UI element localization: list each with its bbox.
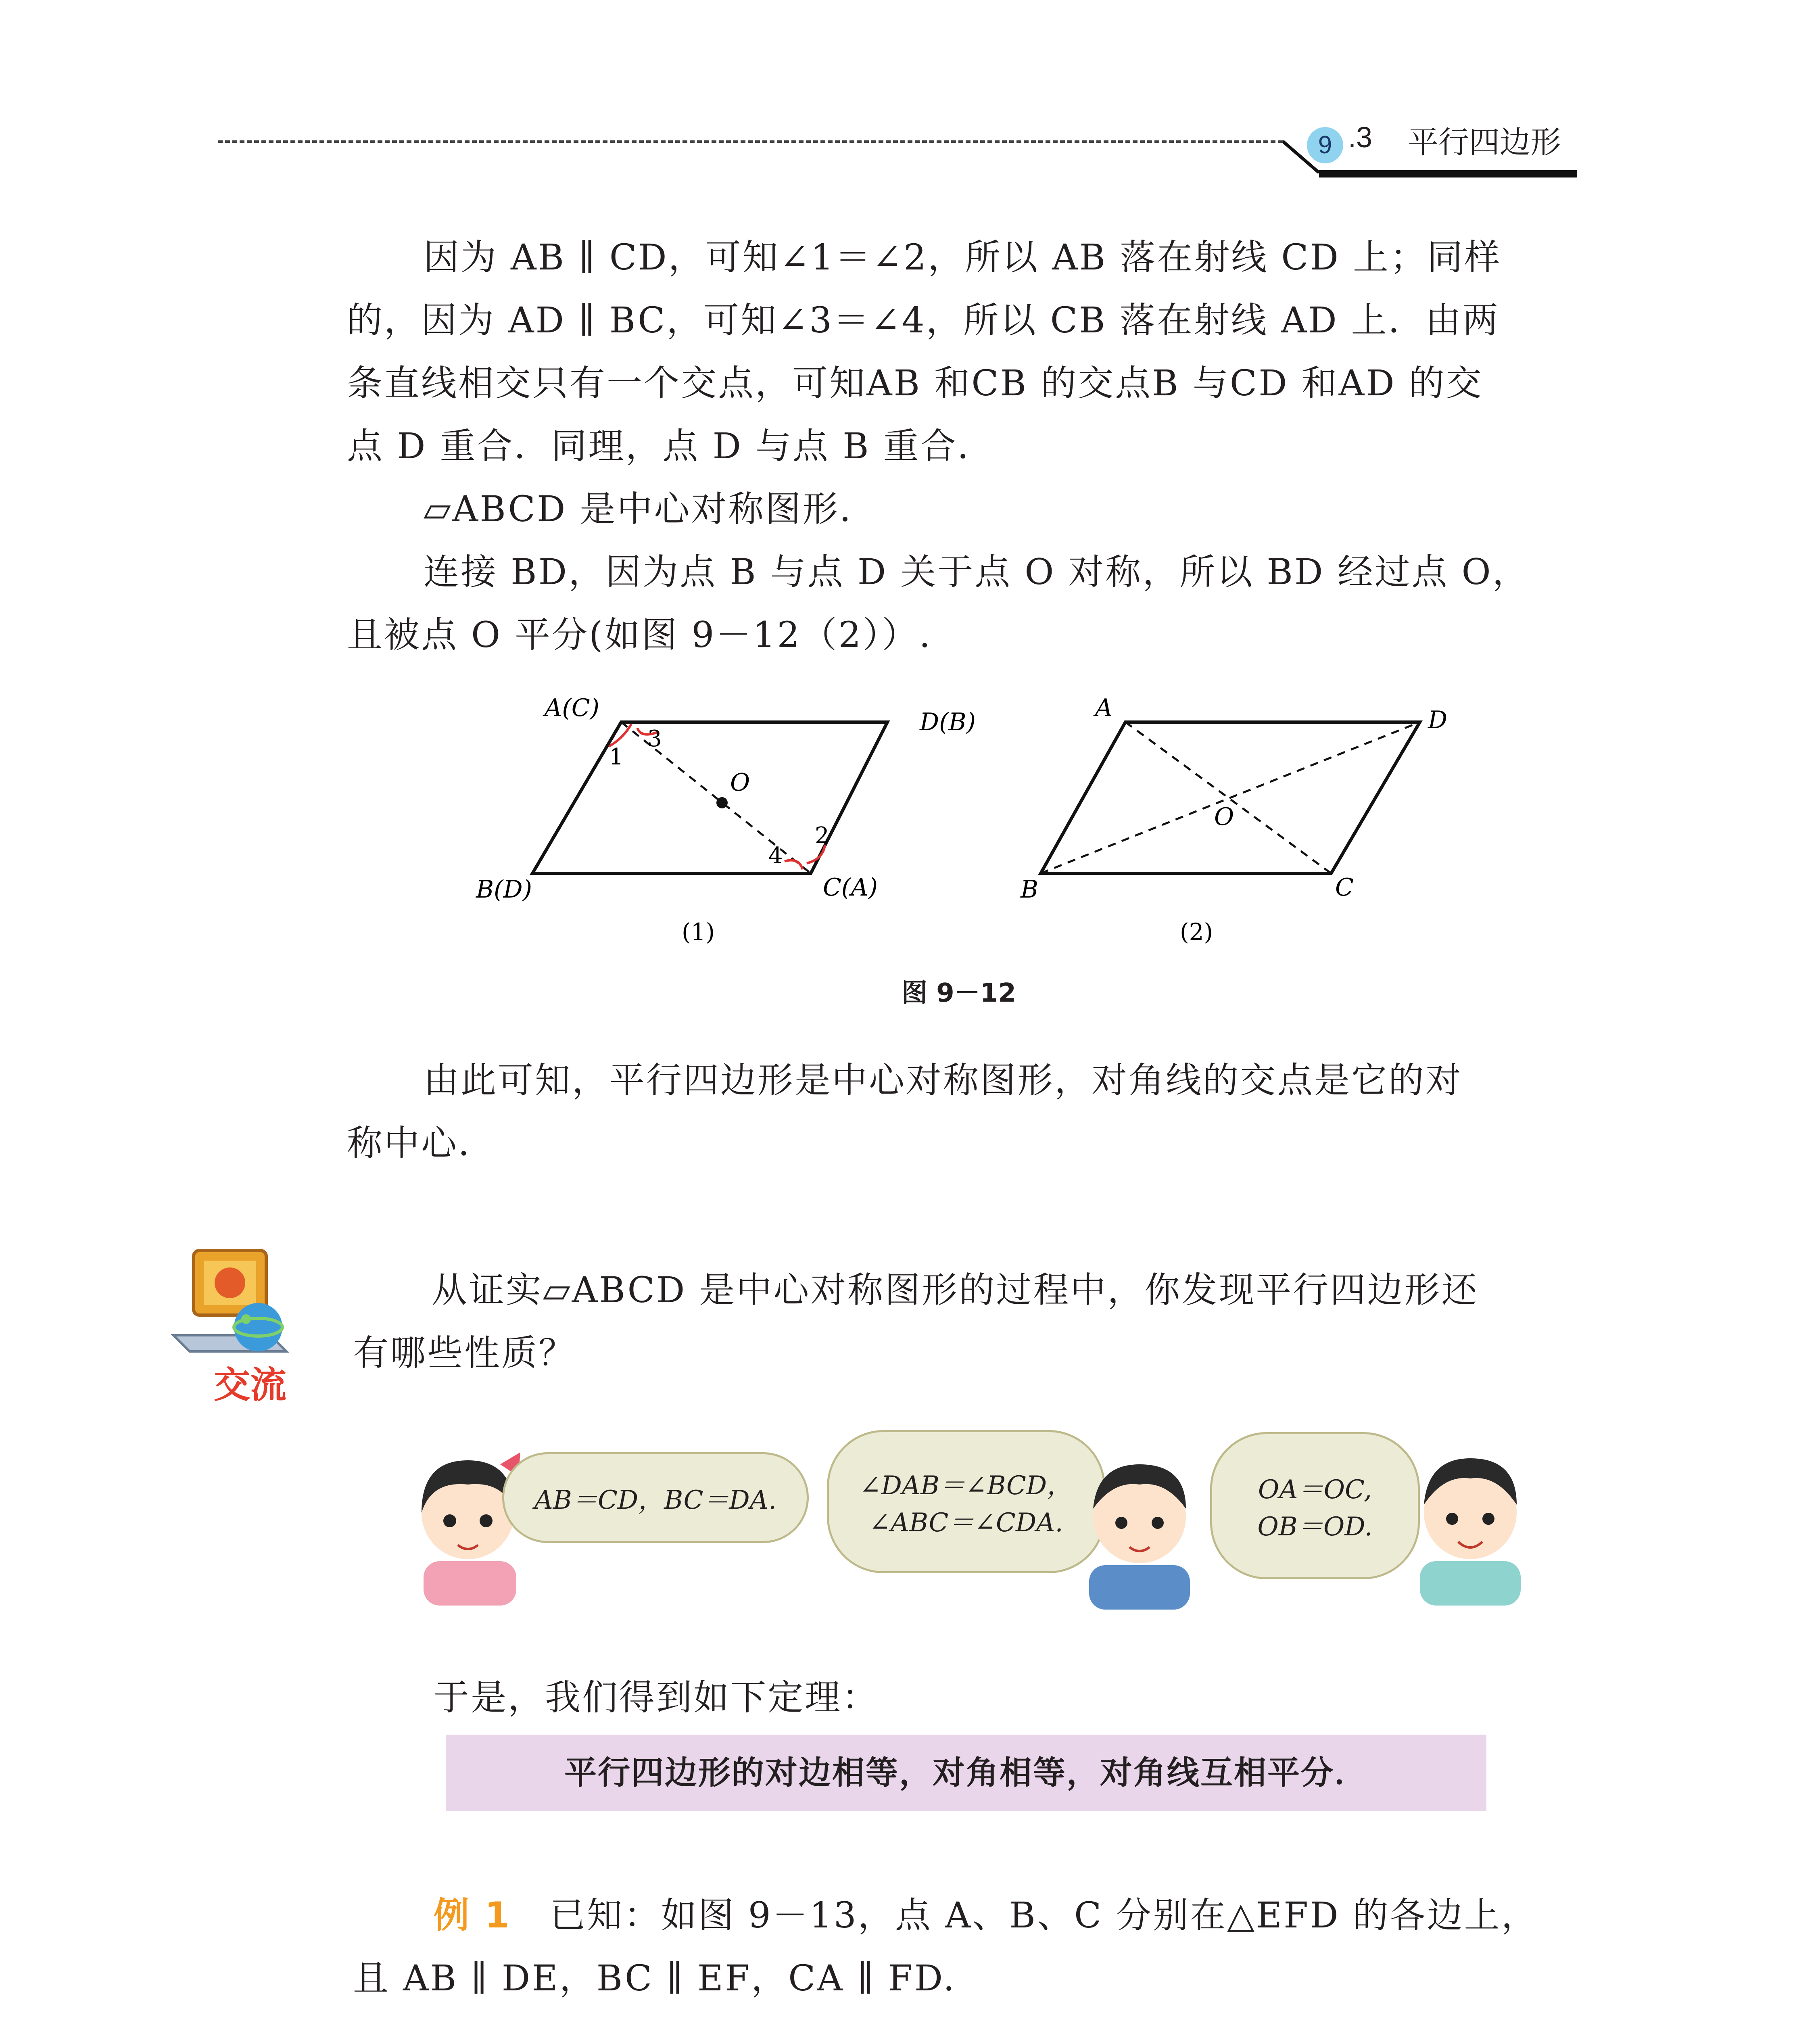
angle-label: 1 (609, 744, 624, 770)
example-line-1 (434, 1884, 1538, 1947)
center-point-o (716, 797, 728, 808)
paragraph-line: 由此可知，平行四边形是中心对称图形，对角线的交点是它的对 (424, 1059, 1463, 1101)
example-text: 已知：如图 9－13，点 A、B、C 分别在△EFD 的各边上， (549, 1894, 1538, 1936)
section-subnumber: .3 (1348, 121, 1373, 154)
angle-label: 2 (815, 823, 829, 849)
paragraph-line: 条直线相交只有一个交点，可知AB 和CB 的交点B 与CD 和AD 的交 (347, 362, 1483, 404)
parallelogram-2 (1020, 694, 1447, 946)
angle-label: 3 (647, 726, 662, 752)
paragraph-line: 且被点 O 平分(如图 9－12（2））. (347, 614, 932, 656)
boy-avatar-1 (1073, 1440, 1206, 1610)
angle-arc (785, 860, 803, 870)
figure-9-12 (444, 686, 1533, 984)
example-label: 例 1 (434, 1894, 511, 1936)
header-dashed-rule (218, 140, 1283, 143)
exchange-question-line: 有哪些性质？ (353, 1332, 576, 1374)
exchange-question-line: 从证实▱ABCD 是中心对称图形的过程中，你发现平行四边形还 (432, 1269, 1479, 1311)
bubble-text: ∠DAB＝∠BCD， (859, 1470, 1073, 1501)
bubble-text: ∠ABC＝∠CDA. (869, 1508, 1063, 1538)
paragraph-line: ▱ABCD 是中心对称图形． (424, 488, 877, 530)
section-number-badge: 9 (1307, 127, 1343, 163)
paragraph-line: 连接 BD，因为点 B 与点 D 关于点 O 对称，所以 BD 经过点 O， (424, 551, 1530, 593)
bubble-text: OB＝OD. (1257, 1512, 1373, 1542)
vertex-label: B (1021, 875, 1039, 904)
example-line-3 (434, 2010, 1175, 2017)
parallelogram-1 (476, 694, 976, 946)
figure-caption: 图 9－12 (902, 978, 1016, 1008)
example-line-2: 且 AB ∥ DE，BC ∥ EF，CA ∥ FD. (353, 1957, 956, 1999)
vertex-label: B(D) (476, 875, 532, 904)
paragraph-line: 的，因为 AD ∥ BC，可知∠3＝∠4，所以 CB 落在射线 AD 上．由两 (347, 299, 1500, 341)
speech-bubble-2 (827, 1430, 1105, 1573)
angle-label: 4 (768, 843, 783, 869)
exchange-label: 交流 (214, 1364, 286, 1406)
vertex-label: A(C) (545, 694, 600, 722)
bubble-text: OA＝OC, (1258, 1474, 1372, 1505)
vertex-label: A (1095, 694, 1113, 722)
speech-bubble-3 (1210, 1432, 1420, 1579)
theorem-box: 平行四边形的对边相等，对角相等，对角线互相平分． (446, 1735, 1486, 1811)
subfigure-label: (2) (1180, 918, 1213, 946)
vertex-label: C (1335, 873, 1354, 902)
boy-avatar-2 (1404, 1436, 1537, 1606)
vertex-label: D(B) (920, 708, 976, 736)
vertex-label: C(A) (823, 873, 878, 902)
theorem-intro: 于是，我们得到如下定理： (434, 1677, 879, 1718)
section-title: 平行四边形 (1408, 124, 1561, 160)
vertex-label: D (1428, 706, 1448, 734)
subfigure-label: (1) (682, 918, 715, 946)
bubble-text: AB＝CD，BC＝DA. (534, 1485, 777, 1515)
paragraph-line: 因为 AB ∥ CD，可知∠1＝∠2，所以 AB 落在射线 CD 上；同样 (424, 236, 1502, 278)
header-underline (1319, 170, 1577, 177)
center-label: O (730, 768, 750, 797)
center-label: O (1214, 803, 1234, 831)
paragraph-line: 点 D 重合．同理，点 D 与点 B 重合． (347, 425, 995, 467)
speech-bubble-1 (502, 1452, 809, 1543)
paragraph-line: 称中心． (347, 1122, 496, 1164)
